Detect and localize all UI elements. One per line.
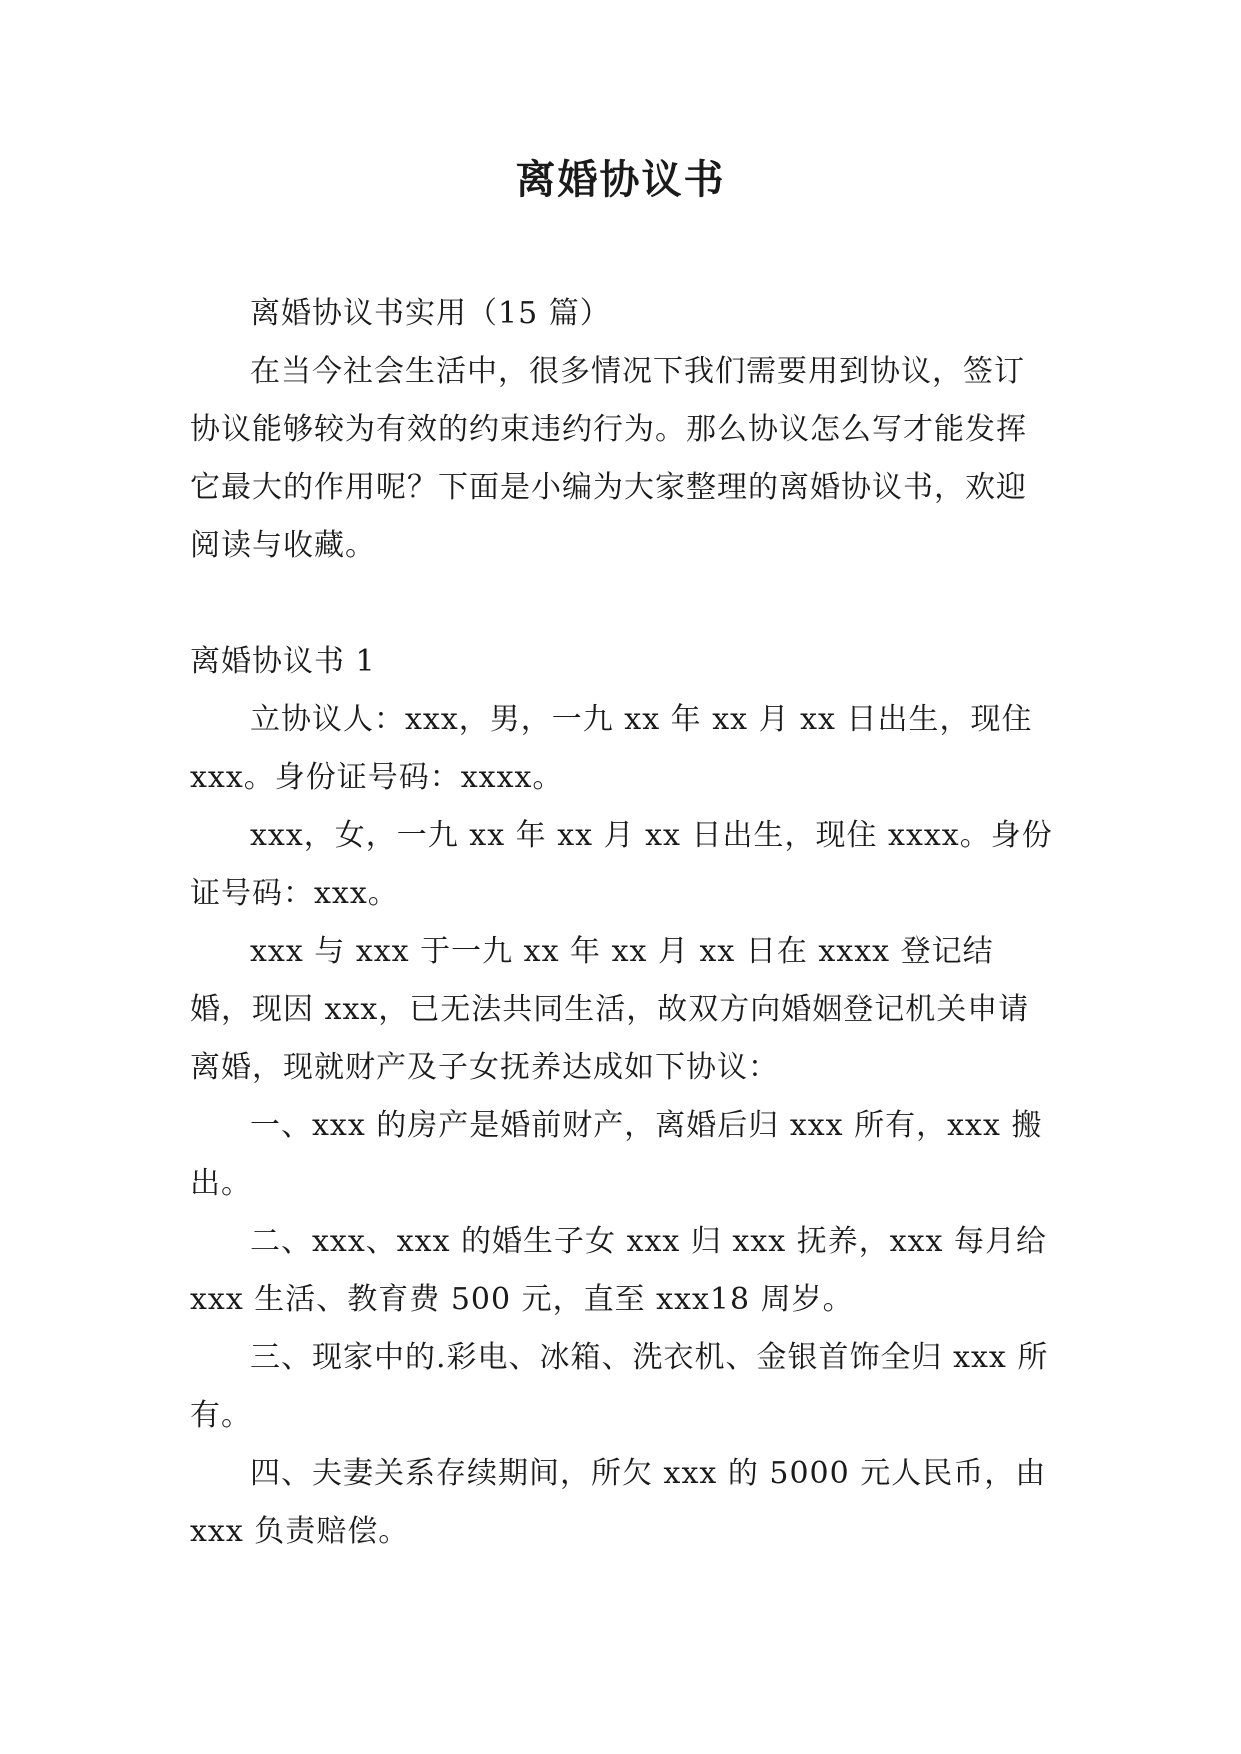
subtitle: 离婚协议书实用（15 篇） [250, 296, 611, 331]
paragraph-party-1: 立协议人：xxx，男，一九 xx 年 xx 月 xx 日出生，现住 xxx。身份证号码：xxxx。 [190, 702, 1033, 795]
clause-3: 三、现家中的.彩电、冰箱、洗衣机、金银首饰全归 xxx 所有。 [190, 1340, 1049, 1433]
spacer [190, 575, 1055, 633]
paragraph-marriage: xxx 与 xxx 于一九 xx 年 xx 月 xx 日在 xxxx 登记结婚，现因 xxx，已无法共同生活，故双方向婚姻登记机关申请离婚，现就财产及子女抚养达成如下协议： [190, 934, 1030, 1085]
section-heading: 离婚协议书 1 [190, 644, 376, 679]
intro-paragraph: 在当今社会生活中，很多情况下我们需要用到协议，签订协议能够较为有效的约束违约行为。那么协议怎么写才能发挥它最大的作用呢？下面是小编为大家整理的离婚协议书，欢迎阅读与收藏。 [190, 354, 1027, 563]
clause-1: 一、xxx 的房产是婚前财产，离婚后归 xxx 所有，xxx 搬出。 [190, 1108, 1043, 1201]
page-title: 离婚协议书 [515, 157, 726, 203]
paragraph-party-2: xxx，女，一九 xx 年 xx 月 xx 日出生，现住 xxxx。身份证号码：xxx。 [190, 818, 1053, 911]
clause-2: 二、xxx、xxx 的婚生子女 xxx 归 xxx 抚养，xxx 每月给 xxx 生活、教育费 500 元，直至 xxx18 周岁。 [190, 1224, 1048, 1317]
document-body [190, 285, 1055, 1561]
clause-4: 四、夫妻关系存续期间，所欠 xxx 的 5000 元人民币，由 xxx 负责赔偿。 [190, 1456, 1047, 1549]
